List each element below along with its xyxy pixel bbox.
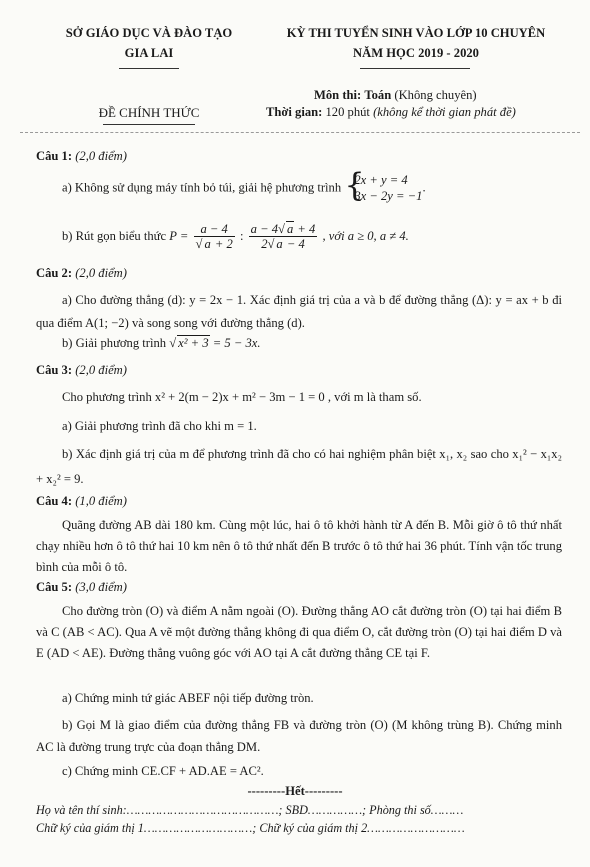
- subject-line: [314, 88, 477, 103]
- time-line: [266, 105, 516, 120]
- question-5-title: [36, 580, 127, 595]
- official-label: ĐỀ CHÍNH THỨC: [98, 105, 200, 120]
- question-5c: c) Chứng minh CE.CF + AD.AE = AC².: [62, 764, 264, 778]
- time-value: 120 phút: [325, 105, 370, 119]
- time-label: Thời gian:: [266, 105, 323, 119]
- equation-system: [344, 166, 423, 204]
- question-5-score: (3,0 điểm): [75, 580, 127, 594]
- question-2b-text: b) Giải phương trình: [62, 336, 167, 350]
- end-mark: ---------Hết---------: [247, 784, 343, 798]
- question-5-text: Cho đường tròn (O) và điểm A nằm ngoài (O). Đường thẳng AO cắt đường tròn (O) tại hai điểm B và C (AB < AC). Qua A vẽ một đường thẳng không đi qua điểm O, cắt đường tròn (O) tại hai điểm D và E (AD < AE). Đường thẳng vuông góc với AO tại A cắt đường thẳng CE tại F.: [36, 604, 562, 660]
- fraction-1: [194, 222, 235, 251]
- question-1-label: Câu 1:: [36, 149, 73, 163]
- question-2-label: Câu 2:: [36, 266, 73, 280]
- question-3-title: [36, 363, 127, 378]
- question-3a: a) Giải phương trình đã cho khi m = 1.: [62, 419, 257, 433]
- question-2-title: [36, 266, 127, 281]
- equation-1: 2x + y = 4: [354, 173, 408, 187]
- question-4-label: Câu 4:: [36, 494, 73, 508]
- subject-label: Môn thi:: [314, 88, 362, 102]
- supervisor-signature-line: Chữ ký của giám thị 1…………………………; Chữ ký của giám thị 2………………………: [36, 821, 465, 835]
- question-4-score: (1,0 điểm): [75, 494, 127, 508]
- question-1b-text: b) Rút gọn biểu thức: [62, 229, 167, 243]
- question-1b: [62, 222, 409, 251]
- province-name: GIA LAI: [124, 46, 174, 60]
- expression-p: P =: [169, 229, 189, 243]
- question-1a-text: a) Không sử dụng máy tính bỏ túi, giải hệ phương trình: [62, 180, 342, 195]
- candidate-info-line: Họ và tên thí sinh:……………………………………; SBD……………; Phòng thi số………: [36, 803, 464, 817]
- fraction-2: [249, 222, 318, 251]
- exam-title: KỲ THI TUYỂN SINH VÀO LỚP 10 CHUYÊN: [286, 26, 546, 40]
- question-1a-end: .: [422, 180, 426, 195]
- division-sign: :: [239, 229, 244, 243]
- school-year: NĂM HỌC 2019 - 2020: [353, 46, 479, 60]
- time-note: (không kể thời gian phát đề): [373, 105, 516, 119]
- question-5-label: Câu 5:: [36, 580, 73, 594]
- question-2b: [62, 336, 261, 351]
- question-4-title: [36, 494, 127, 509]
- question-5a: a) Chứng minh tứ giác ABEF nội tiếp đường tròn.: [62, 691, 314, 705]
- fraction-2-denominator: 2√ a − 4: [261, 237, 305, 251]
- question-2-score: (2,0 điểm): [75, 266, 127, 280]
- header-separator: [20, 132, 580, 133]
- question-4-text: Quãng đường AB dài 180 km. Cùng một lúc, hai ô tô khởi hành từ A đến B. Mỗi giờ ô tô thứ nhất chạy nhiều hơn ô tô thứ hai 10 km nên ô tô thứ nhất đến B trước ô tô thứ hai 36 phút. Tính vận tốc trung bình của mỗi ô tô.: [36, 518, 562, 574]
- question-3-intro: Cho phương trình x² + 2(m − 2)x + m² − 3m − 1 = 0 , với m là tham số.: [62, 390, 422, 404]
- question-1-score: (2,0 điểm): [75, 149, 127, 163]
- fraction-1-denominator: √ a + 2: [195, 237, 233, 251]
- radical-expression: √ x² + 3: [169, 336, 209, 350]
- question-1a: [62, 166, 426, 204]
- official-underline: [103, 124, 195, 125]
- equation-2: 3x − 2y = −1: [354, 189, 423, 203]
- fraction-2-numerator: a − 4√ a + 4: [250, 222, 316, 236]
- radicand: x² + 3: [178, 336, 209, 350]
- question-3-score: (2,0 điểm): [75, 363, 127, 377]
- subject-value: Toán: [364, 88, 392, 102]
- question-2b-rest: = 5 − 3x.: [209, 336, 261, 350]
- header-divider-left: [119, 68, 179, 69]
- question-5b: b) Gọi M là giao điểm của đường thẳng FB và đường tròn (O) (M không trùng B). Chứng minh AC là đường trung trực của đoạn thẳng DM.: [36, 718, 562, 754]
- brace-icon: {: [344, 166, 365, 204]
- question-1b-condition: , với a ≥ 0, a ≠ 4.: [322, 229, 409, 243]
- question-3-label: Câu 3:: [36, 363, 73, 377]
- question-1-title: [36, 149, 127, 164]
- question-3b: b) Xác định giá trị của m để phương trình đã cho có hai nghiệm phân biệt x₁, x₂ sao cho x₁² − x₁x₂ + x₂² = 9.: [36, 447, 562, 486]
- header-divider-right: [360, 68, 470, 69]
- subject-note: (Không chuyên): [394, 88, 477, 102]
- question-2a: a) Cho đường thẳng (d): y = 2x − 1. Xác định giá trị của a và b để đường thẳng (Δ): y = ax + b đi qua điểm A(1; −2) và song song với đường thẳng (d).: [36, 293, 562, 330]
- department-name: SỞ GIÁO DỤC VÀ ĐÀO TẠO: [65, 26, 233, 40]
- fraction-1-numerator: a − 4: [194, 222, 235, 237]
